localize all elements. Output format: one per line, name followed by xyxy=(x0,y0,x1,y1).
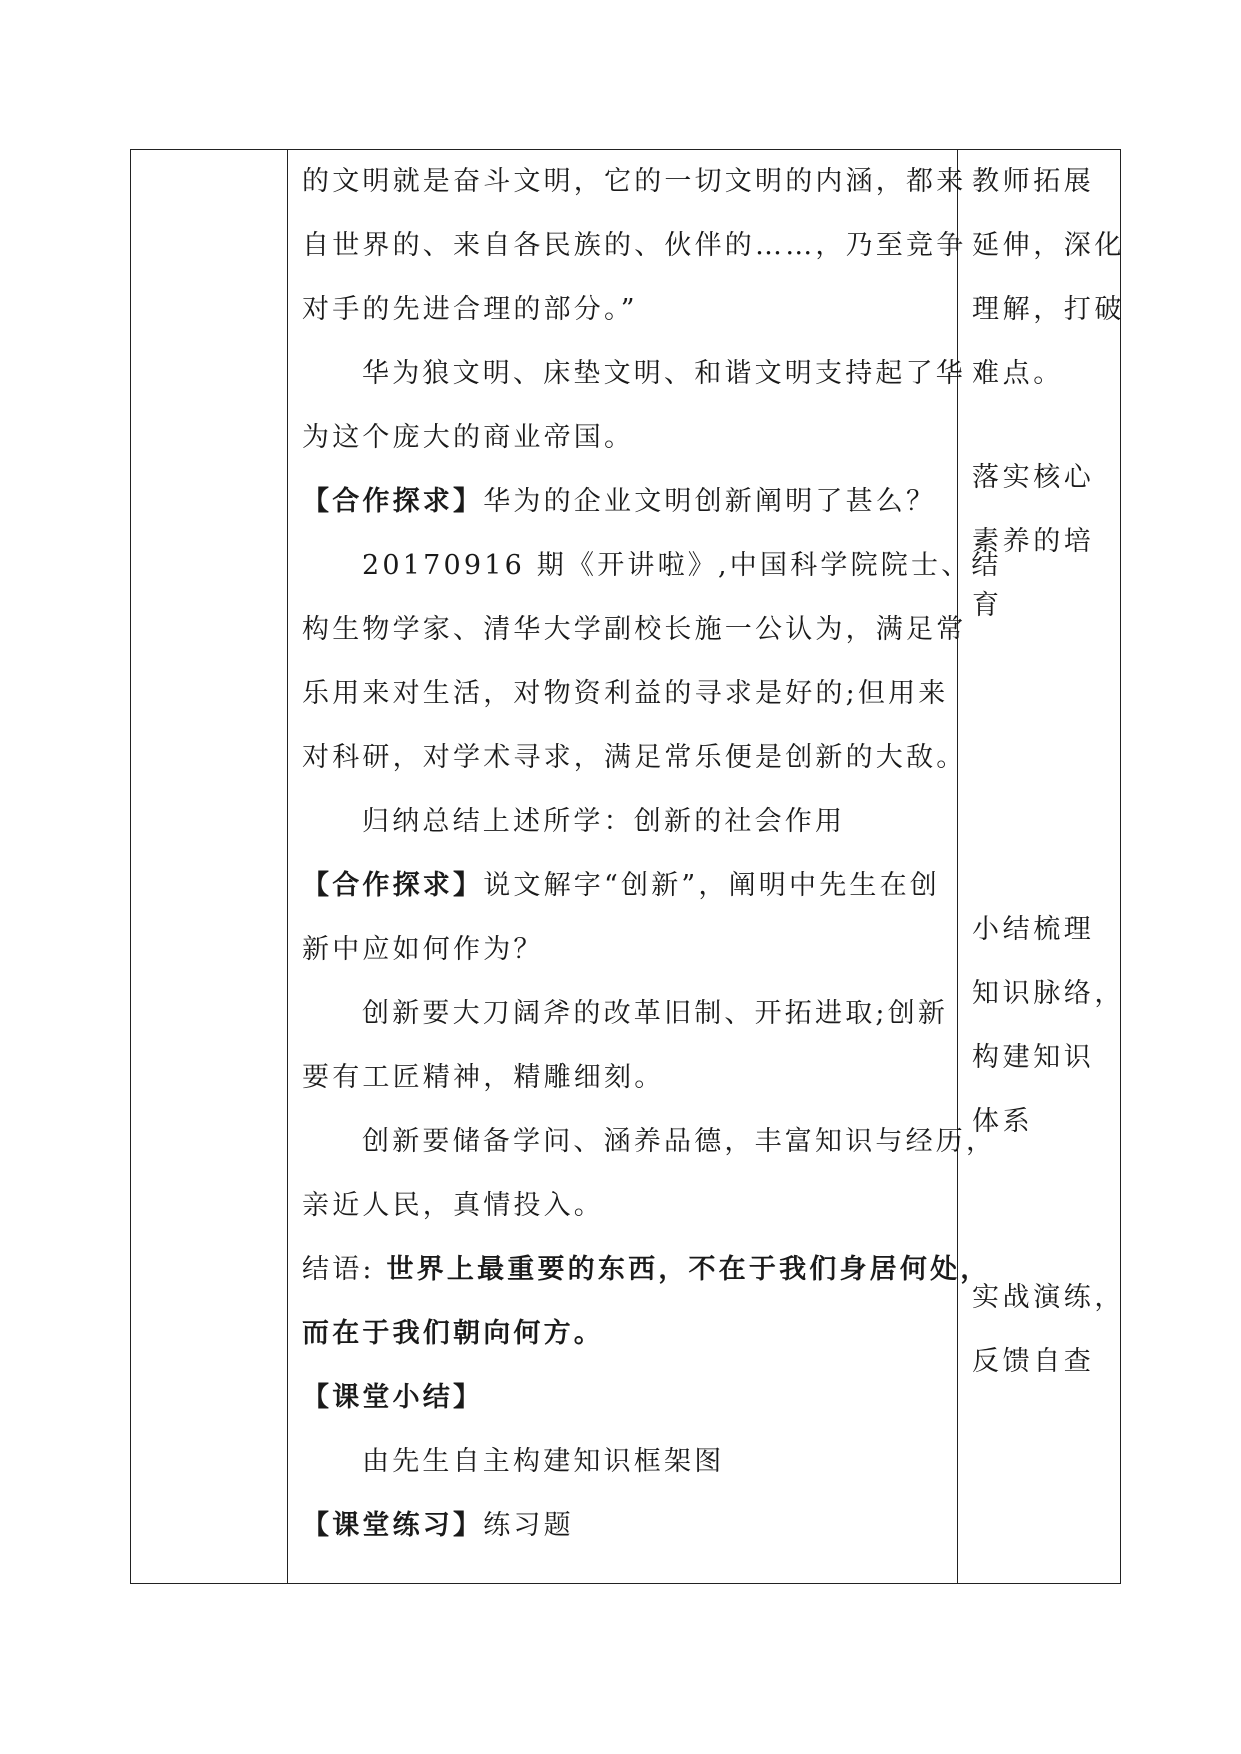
conclusion-line: 结语: 世界上最重要的东西，不在于我们身居何处， xyxy=(302,1254,991,1285)
content-line: 由先生自主构建知识框架图 xyxy=(362,1446,725,1477)
note-line: 育 xyxy=(972,590,1003,621)
content-line: 归纳总结上述所学：创新的社会作用 xyxy=(362,806,846,837)
note-line: 反馈自查 xyxy=(972,1346,1095,1377)
content-line: 对科研，对学术寻求，满足常乐便是创新的大敌。 xyxy=(302,742,967,773)
content-line: 为这个庞大的商业帝国。 xyxy=(302,422,635,453)
note-line: 难点。 xyxy=(972,358,1064,389)
note-line: 体系 xyxy=(972,1106,1034,1137)
note-line: 素养的培 xyxy=(972,526,1095,557)
column-divider-left xyxy=(287,150,288,1583)
section-heading-class-exercise: 【课堂练习】练习题 xyxy=(302,1510,574,1541)
content-line: 要有工匠精神，精雕细刻。 xyxy=(302,1062,665,1093)
section-heading-cooperative-inquiry: 【合作探求】华为的企业文明创新阐明了甚么？ xyxy=(302,486,937,517)
note-line: 实战演练， xyxy=(972,1282,1125,1313)
content-line: 新中应如何作为？ xyxy=(302,934,544,965)
content-line: 华为狼文明、床垫文明、和谐文明支持起了华 xyxy=(362,358,966,389)
note-line: 落实核心 xyxy=(972,462,1095,493)
note-line: 小结梳理 xyxy=(972,914,1095,945)
note-line: 延伸，深化 xyxy=(972,230,1125,261)
content-line: 亲近人民，真情投入。 xyxy=(302,1190,604,1221)
conclusion-line: 而在于我们朝向何方。 xyxy=(302,1318,604,1349)
content-line: 的文明就是奋斗文明，它的一切文明的内涵，都来 xyxy=(302,166,967,197)
section-heading-cooperative-inquiry: 【合作探求】说文解字“创新”，阐明中先生在创 xyxy=(302,870,941,901)
note-line: 理解，打破 xyxy=(972,294,1125,325)
content-line: 创新要储备学问、涵养品德，丰富知识与经历， xyxy=(362,1126,997,1157)
note-line: 构建知识 xyxy=(972,1042,1095,1073)
section-heading-class-summary: 【课堂小结】 xyxy=(302,1382,484,1413)
content-line: 构生物学家、清华大学副校长施一公认为，满足常 xyxy=(302,614,967,645)
content-line: 创新要大刀阔斧的改革旧制、开拓进取;创新 xyxy=(362,998,949,1029)
note-line: 教师拓展 xyxy=(972,166,1095,197)
content-line: 乐用来对生活，对物资利益的寻求是好的;但用来 xyxy=(302,678,949,709)
content-line: 自世界的、来自各民族的、伙伴的……，乃至竞争 xyxy=(302,230,967,261)
content-line: 对手的先进合理的部分。” xyxy=(302,294,638,325)
content-line: 20170916 期《开讲啦》,中国科学院院士、结 xyxy=(362,550,1002,581)
note-line: 知识脉络， xyxy=(972,978,1125,1009)
